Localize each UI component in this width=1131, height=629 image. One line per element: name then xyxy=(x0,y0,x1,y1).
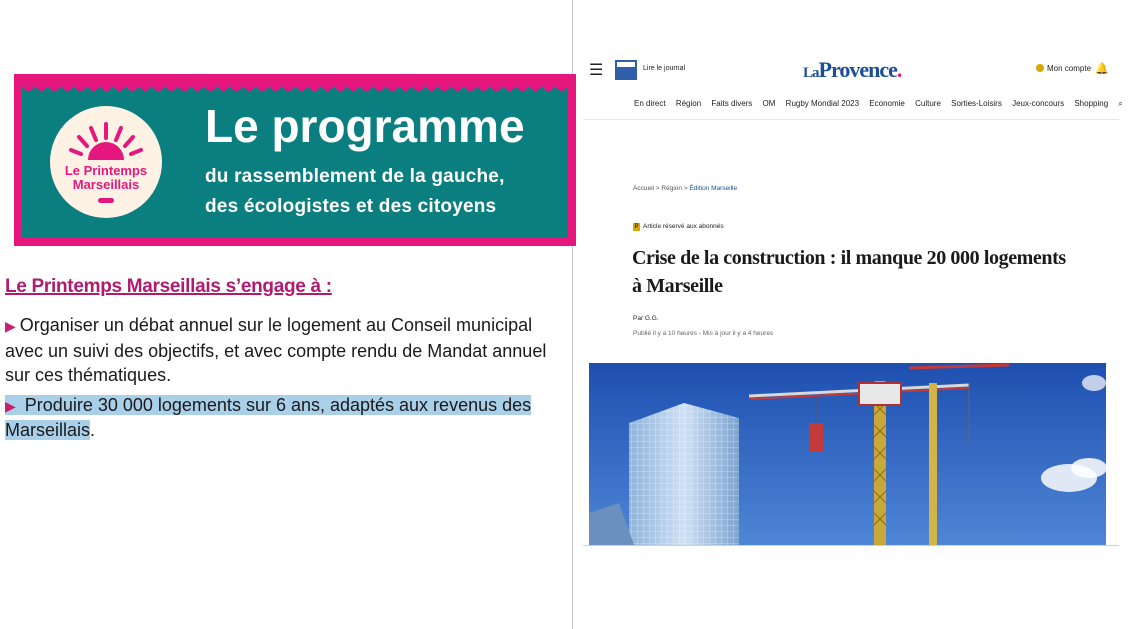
nav-item[interactable]: Jeux-concours xyxy=(1012,99,1065,108)
engagement-heading: Le Printemps Marseillais s’engage à : xyxy=(5,276,332,297)
banner-title: Le programme xyxy=(205,100,525,152)
article-headline: Crise de la construction : il manque 20 000 logements à Marseille xyxy=(632,247,1066,297)
breadcrumb-region[interactable]: Région xyxy=(661,185,682,192)
breadcrumb-home[interactable]: Accueil xyxy=(633,185,654,192)
sun-rays-icon xyxy=(50,106,162,218)
bell-icon[interactable]: 🔔 xyxy=(1095,63,1109,75)
breadcrumb-edition[interactable]: Édition Marseille xyxy=(689,185,738,192)
brand-dot: . xyxy=(896,57,902,82)
nav-item[interactable]: Région xyxy=(675,99,702,108)
account-label: Mon compte xyxy=(1047,64,1092,73)
la-provence-logo[interactable] xyxy=(803,57,901,83)
nav-divider xyxy=(583,119,1119,120)
engagement-item-text: Produire 30 000 logements sur 6 ans, adaptés aux revenus des Marseillais xyxy=(5,394,532,440)
printemps-marseillais-logo xyxy=(50,106,162,218)
triangle-bullet-icon: ▶ xyxy=(5,397,16,414)
user-icon xyxy=(1036,64,1044,72)
banner-subtitle-line-2: des écologistes et des citoyens xyxy=(205,196,497,217)
triangle-bullet-icon: ▶ xyxy=(5,318,16,334)
engagement-item-text: Organiser un débat annuel sur le logement au Conseil municipal avec un suivi des objectifs, et avec compte rendu de Mandat annuel sur ces thématiques. xyxy=(5,315,547,385)
search-icon[interactable]: ⌕ xyxy=(1118,99,1123,108)
nav-item[interactable]: En direct xyxy=(634,99,666,108)
logo-line-1: Le Printemps xyxy=(64,163,148,178)
breadcrumb-separator: > xyxy=(683,185,688,192)
banner-subtitle xyxy=(205,162,505,222)
banner-subtitle-line-1: du rassemblement de la gauche, xyxy=(205,166,505,187)
journal-cover-thumbnail[interactable] xyxy=(615,60,637,80)
engagement-item-tail: . xyxy=(90,420,96,440)
logo-line-2: Marseillais xyxy=(72,177,140,192)
text-highlight[interactable] xyxy=(5,395,531,441)
breadcrumb xyxy=(633,185,737,192)
main-navigation xyxy=(634,99,1131,109)
account-button[interactable] xyxy=(1036,64,1091,73)
article-byline: Par G.G. xyxy=(633,315,659,322)
nav-item[interactable]: Economie xyxy=(869,99,905,108)
brand-prefix: La xyxy=(803,65,819,81)
nav-item[interactable]: Culture xyxy=(915,99,941,108)
image-bottom-divider xyxy=(583,545,1119,546)
subscriber-badge xyxy=(633,223,724,231)
nav-item[interactable]: Sorties-Loisirs xyxy=(951,99,1002,108)
breadcrumb-separator: > xyxy=(655,185,660,192)
banner-teal-area xyxy=(22,82,568,238)
engagement-item xyxy=(5,313,567,388)
article-hero-image xyxy=(589,363,1106,545)
article-publish-date: Publié il y a 10 heures - Mis à jour il y a 4 heures xyxy=(633,330,774,337)
nav-item[interactable]: Shopping xyxy=(1074,99,1109,108)
nav-item[interactable]: Rugby Mondial 2023 xyxy=(785,99,860,108)
brand-name: Provence xyxy=(818,57,897,82)
programme-banner xyxy=(14,74,576,246)
hamburger-menu-icon[interactable]: ☰ xyxy=(589,62,604,79)
engagement-item-highlighted xyxy=(5,393,567,443)
logo-text xyxy=(50,164,162,192)
construction-cranes-image xyxy=(589,363,1106,545)
nav-item[interactable]: Faits divers xyxy=(711,99,753,108)
premium-icon: P xyxy=(634,224,639,230)
nav-item[interactable]: OM xyxy=(762,99,776,108)
scallop-border xyxy=(22,82,568,98)
read-journal-link[interactable]: Lire le journal xyxy=(643,65,686,72)
subscriber-badge-text: Article réservé aux abonnés xyxy=(643,223,724,230)
engagement-list xyxy=(5,313,567,448)
